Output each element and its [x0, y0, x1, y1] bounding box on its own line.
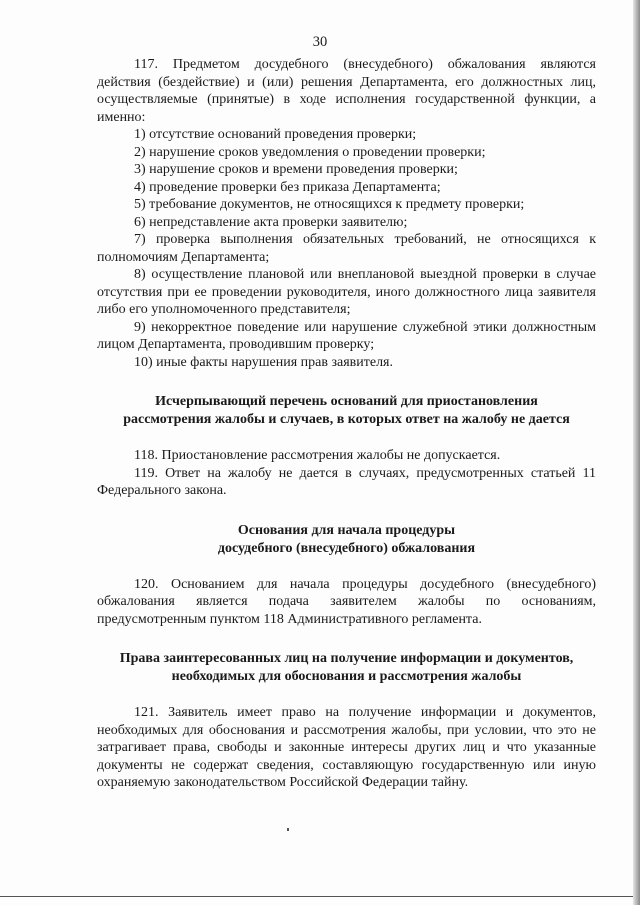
paragraph-120: 120. Основанием для начала процедуры досудебного (внесудебного) обжалования является подача заявителем жалобы по основаниям, предусмотренным пунктом 118 Административного регламента. — [97, 576, 596, 627]
list-item: 6) непредставление акта проверки заявителю; — [134, 214, 408, 230]
page-number: 30 — [312, 34, 328, 50]
paragraph-121: 121. Заявитель имеет право на получение информации и документов, необходимых для обоснования и рассмотрения жалобы, при условии, что это не затрагивает права, свободы и законные интересы других лиц и что указанные документы не содержат сведения, составляющую государственную или иную охраняемую законодательством Российской Федерации тайну. — [97, 705, 596, 790]
list-item: 4) проведение проверки без приказа Департамента; — [134, 179, 441, 195]
scan-shadow-edge — [633, 0, 640, 905]
page-bottom-edge — [0, 896, 633, 897]
scan-speck — [287, 828, 289, 831]
section-heading-grounds: Основания для начала процедуры досудебного (внесудебного) обжалования — [217, 522, 476, 556]
paragraph-119: 119. Ответ на жалобу не дается в случаях, предусмотренных статьей 11 Федерального закона. — [97, 465, 596, 498]
list-item: 2) нарушение сроков уведомления о проведении проверки; — [134, 144, 486, 160]
section-heading-rights: Права заинтересованных лиц на получение информации и документов, необходимых для обоснования и рассмотрения жалобы — [119, 651, 574, 684]
section-heading-suspension: Исчерпывающий перечень оснований для приостановления рассмотрения жалобы и случаев, в которых ответ на жалобу не дается — [123, 394, 570, 427]
list-item: 10) иные факты нарушения прав заявителя. — [134, 354, 393, 370]
list-item: 7) проверка выполнения обязательных требований, не относящихся к полномочиям Департамента; — [97, 232, 596, 265]
list-item: 1) отсутствие оснований проведения проверки; — [134, 127, 417, 142]
list-item: 8) осуществление плановой или внеплановой выездной проверки в случае отсутствия при ее проведении руководителя, иного должностного лица заявителя либо его уполномоченного представителя; — [97, 267, 596, 317]
list-item: 3) нарушение сроков и времени проведения проверки; — [134, 162, 458, 177]
paragraph-117: 117. Предметом досудебного (внесудебного) обжалования являются действия (бездействие) и (или) решения Департамента, его должностных лиц, осуществляемые (принятые) в ходе исполнения государственной функции, а именно: — [97, 57, 596, 125]
paragraph-118: 118. Приостановление рассмотрения жалобы не допускается. — [134, 448, 501, 463]
violation-list — [97, 126, 596, 371]
document-body — [97, 56, 596, 792]
list-item: 9) некорректное поведение или нарушение служебной этики должностным лицом Департамента, проводившим проверку; — [97, 319, 596, 352]
list-item: 5) требование документов, не относящихся к предмету проверки; — [134, 197, 525, 212]
